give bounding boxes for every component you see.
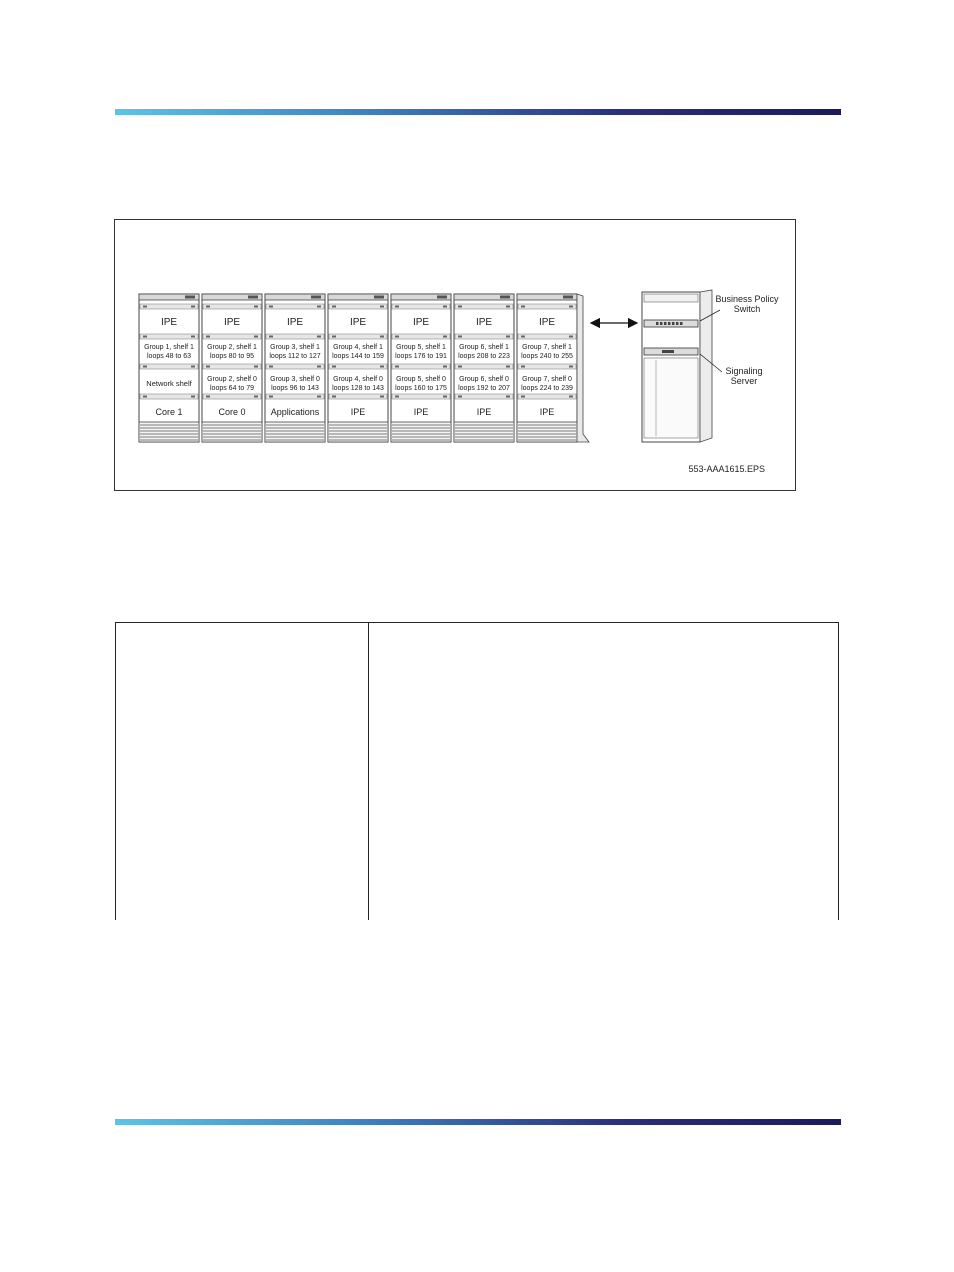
cabinet-cap-handle — [563, 296, 573, 299]
shelf-label-upper: loops 144 to 159 — [332, 353, 384, 360]
shelf-rail — [140, 364, 198, 369]
figure-id: 553-AAA1615.EPS — [688, 464, 765, 474]
rail-latch — [191, 306, 195, 308]
shelf-label-lower: Group 6, shelf 0 — [459, 376, 509, 383]
shelf-label-top: IPE — [475, 317, 493, 328]
shelf-label-bottom: IPE — [539, 407, 555, 417]
rail-latch — [521, 336, 525, 338]
switch-port — [656, 322, 659, 325]
rail-latch — [332, 306, 336, 308]
table-left-border — [115, 623, 116, 920]
shelf-label-lower: loops 64 to 79 — [210, 385, 254, 392]
shelf-rail — [392, 304, 450, 309]
rail-latch — [395, 336, 399, 338]
rail-latch — [443, 366, 447, 368]
rail-latch — [569, 396, 573, 398]
rail-latch — [317, 366, 321, 368]
shelf-rail — [392, 394, 450, 399]
shelf-rail — [518, 394, 576, 399]
rack-top-panel — [644, 294, 698, 302]
rail-latch — [269, 336, 273, 338]
rail-latch — [521, 306, 525, 308]
cabinet-diagram — [115, 220, 795, 490]
rail-latch — [143, 336, 147, 338]
shelf-label-lower: loops 192 to 207 — [458, 385, 510, 392]
shelf-rail — [203, 364, 261, 369]
shelf-label-lower: Group 3, shelf 0 — [270, 376, 320, 383]
shelf-label-top: IPE — [412, 317, 430, 328]
rail-latch — [380, 396, 384, 398]
rail-latch — [395, 306, 399, 308]
table-column-divider — [368, 623, 369, 920]
shelf-label-bottom: Core 1 — [155, 407, 183, 417]
rail-latch — [206, 336, 210, 338]
switch-port — [676, 322, 679, 325]
rail-latch — [506, 306, 510, 308]
rail-latch — [506, 396, 510, 398]
shelf-label-lower: Group 2, shelf 0 — [207, 376, 257, 383]
shelf-label-lower: Group 5, shelf 0 — [396, 376, 446, 383]
switch-port — [664, 322, 667, 325]
rail-latch — [458, 396, 462, 398]
shelf-label-upper: loops 80 to 95 — [210, 353, 254, 360]
switch-port — [660, 322, 663, 325]
rail-latch — [254, 306, 258, 308]
shelf-label-upper: Group 4, shelf 1 — [333, 344, 383, 351]
rail-latch — [191, 366, 195, 368]
shelf-label-bottom: IPE — [413, 407, 429, 417]
business-policy-switch-unit — [644, 320, 698, 327]
shelf-label-upper: Group 6, shelf 1 — [459, 344, 509, 351]
shelf-label-lower: loops 128 to 143 — [332, 385, 384, 392]
shelf-rail — [518, 364, 576, 369]
rail-latch — [206, 396, 210, 398]
shelf-rail — [140, 394, 198, 399]
rail-latch — [380, 366, 384, 368]
shelf-rail — [203, 394, 261, 399]
switch-port — [680, 322, 683, 325]
business-policy-switch-label: Business Policy Switch — [715, 294, 779, 314]
shelf-rail — [329, 394, 387, 399]
rail-latch — [458, 306, 462, 308]
rail-latch — [443, 336, 447, 338]
shelf-label-lower: loops 160 to 175 — [395, 385, 447, 392]
shelf-rail — [455, 394, 513, 399]
rail-latch — [332, 366, 336, 368]
rail-latch — [458, 336, 462, 338]
rail-latch — [143, 396, 147, 398]
shelf-rail — [203, 304, 261, 309]
header-rule — [115, 109, 841, 115]
shelf-label-top: IPE — [286, 317, 304, 328]
cabinet-cap-handle — [374, 296, 384, 299]
rail-latch — [206, 306, 210, 308]
shelf-label-lower: Network shelf — [146, 379, 192, 388]
shelf-label-upper: loops 176 to 191 — [395, 353, 447, 360]
content-table — [115, 622, 839, 920]
shelf-label-top: IPE — [160, 317, 178, 328]
rail-latch — [569, 306, 573, 308]
switch-port — [668, 322, 671, 325]
shelf-rail — [266, 334, 324, 339]
shelf-label-upper: loops 208 to 223 — [458, 353, 510, 360]
rail-latch — [332, 396, 336, 398]
rail-latch — [317, 396, 321, 398]
shelf-label-upper: loops 112 to 127 — [269, 353, 321, 360]
rail-latch — [254, 396, 258, 398]
rail-latch — [506, 336, 510, 338]
figure-frame — [114, 219, 796, 491]
cabinet-cap-handle — [437, 296, 447, 299]
rail-latch — [569, 336, 573, 338]
shelf-rail — [455, 304, 513, 309]
shelf-label-lower: Group 4, shelf 0 — [333, 376, 383, 383]
shelf-rail — [329, 304, 387, 309]
shelf-rail — [140, 304, 198, 309]
shelf-label-bottom: Core 0 — [218, 407, 246, 417]
shelf-label-bottom: IPE — [350, 407, 366, 417]
rail-latch — [443, 396, 447, 398]
rail-latch — [521, 366, 525, 368]
shelf-label-lower: loops 96 to 143 — [271, 385, 319, 392]
rail-latch — [506, 366, 510, 368]
cabinet-cap-handle — [311, 296, 321, 299]
cabinet-cap-handle — [248, 296, 258, 299]
rail-latch — [143, 366, 147, 368]
cabinet-cap-handle — [185, 296, 195, 299]
footer-rule — [115, 1119, 841, 1125]
rail-latch — [191, 396, 195, 398]
rail-latch — [206, 366, 210, 368]
shelf-rail — [518, 304, 576, 309]
shelf-rail — [140, 334, 198, 339]
signaling-server-label: Signaling Server — [725, 366, 763, 386]
shelf-rail — [329, 364, 387, 369]
rail-latch — [332, 336, 336, 338]
rail-latch — [143, 306, 147, 308]
cabinet-cap-handle — [500, 296, 510, 299]
shelf-rail — [266, 394, 324, 399]
shelf-label-lower: loops 224 to 239 — [521, 385, 573, 392]
rail-latch — [269, 306, 273, 308]
rail-latch — [395, 366, 399, 368]
rail-latch — [380, 306, 384, 308]
shelf-rail — [392, 334, 450, 339]
rail-latch — [269, 366, 273, 368]
rail-latch — [569, 366, 573, 368]
rail-latch — [521, 396, 525, 398]
rail-latch — [317, 306, 321, 308]
rail-latch — [443, 306, 447, 308]
shelf-rail — [329, 334, 387, 339]
shelf-label-upper: Group 1, shelf 1 — [144, 344, 194, 351]
shelf-label-upper: Group 2, shelf 1 — [207, 344, 257, 351]
shelf-label-bottom: Applications — [270, 407, 320, 417]
shelf-rail — [455, 334, 513, 339]
shelf-label-lower: Group 7, shelf 0 — [522, 376, 572, 383]
switch-port — [672, 322, 675, 325]
shelf-rail — [518, 334, 576, 339]
shelf-rail — [266, 304, 324, 309]
row-end-panel — [577, 294, 589, 442]
rack-door — [644, 358, 698, 438]
shelf-rail — [266, 364, 324, 369]
shelf-rail — [455, 364, 513, 369]
server-drive — [662, 350, 674, 353]
shelf-label-upper: Group 3, shelf 1 — [270, 344, 320, 351]
shelf-label-upper: loops 48 to 63 — [147, 353, 191, 360]
rail-latch — [269, 396, 273, 398]
rail-latch — [254, 336, 258, 338]
shelf-label-bottom: IPE — [476, 407, 492, 417]
rail-latch — [191, 336, 195, 338]
table-right-border — [838, 623, 839, 920]
shelf-label-upper: Group 7, shelf 1 — [522, 344, 572, 351]
shelf-rail — [392, 364, 450, 369]
shelf-label-upper: Group 5, shelf 1 — [396, 344, 446, 351]
rail-latch — [458, 366, 462, 368]
shelf-label-upper: loops 240 to 255 — [521, 353, 573, 360]
shelf-label-top: IPE — [223, 317, 241, 328]
shelf-rail — [203, 334, 261, 339]
rail-latch — [254, 366, 258, 368]
rail-latch — [395, 396, 399, 398]
shelf-label-top: IPE — [538, 317, 556, 328]
shelf-label-top: IPE — [349, 317, 367, 328]
rail-latch — [317, 336, 321, 338]
rail-latch — [380, 336, 384, 338]
